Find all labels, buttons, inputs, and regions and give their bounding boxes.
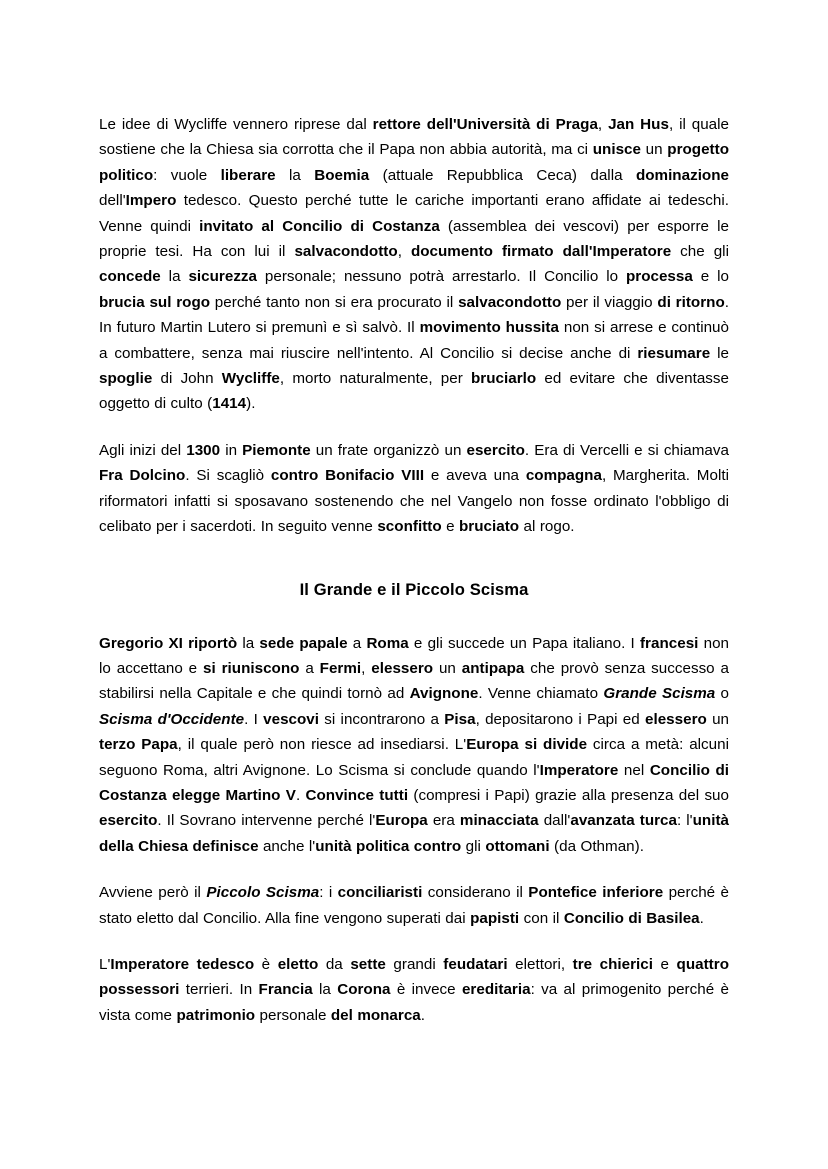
text-run: la	[275, 166, 315, 184]
text-run: . I	[244, 710, 264, 728]
bold-run: contro Bonifacio VIII	[270, 467, 425, 485]
text-run: a	[299, 659, 320, 677]
text-run: e gli succede un Papa italiano. I	[408, 634, 640, 652]
bold-run: Imperatore tedesco	[110, 955, 255, 973]
bold-run: sconfitto	[377, 518, 442, 536]
bold-run: invitato al Concilio di Costanza	[199, 217, 440, 235]
text-run: , il quale però non riesce ad insediarsi. L'	[177, 736, 467, 754]
text-run: . In futuro Martin Lutero si premunì e sì salvò. Il	[99, 293, 730, 337]
bold-run: dominazione	[635, 166, 729, 184]
bold-run: bruciato	[459, 518, 520, 536]
text-run: non si arrese e continuò a combattere, senza mai riuscire nell'intento. Al Concilio si decise anche di	[99, 319, 729, 362]
text-run: era	[427, 812, 460, 830]
bold-run: Convince tutti	[305, 786, 409, 804]
bold-run: rettore dell'Università di Praga	[372, 116, 598, 133]
text-run: dell'	[99, 192, 126, 210]
bold-run: feudatari	[443, 955, 508, 973]
bold-run: unità politica contro	[315, 837, 462, 855]
bold-run: Avignone	[409, 685, 479, 703]
bold-run: brucia sul rogo	[99, 293, 211, 311]
text-run: al rogo.	[519, 518, 575, 536]
bold-run: 1300	[186, 441, 221, 459]
text-run: un	[706, 710, 730, 728]
text-run: un	[433, 659, 462, 677]
text-run: Agli inizi del	[99, 441, 187, 459]
text-run: .	[420, 1006, 426, 1024]
text-run: si incontrarono a	[319, 710, 445, 728]
text-run: in	[220, 441, 243, 459]
bold-run: 1414	[212, 395, 247, 413]
text-run: Le idee di Wycliffe vennero riprese dal	[99, 116, 373, 133]
text-run: per il viaggio	[561, 293, 658, 311]
text-run: (compresi i Papi) grazie alla presenza del suo	[408, 786, 729, 804]
text-run: un frate organizzò un	[310, 441, 467, 459]
bold-run: antipapa	[461, 659, 525, 677]
bold-run: bruciarlo	[471, 370, 537, 388]
bold-run: terzo Papa	[99, 736, 178, 754]
bold-run: Gregorio XI riportò	[99, 634, 238, 652]
bold-run: liberare	[220, 166, 276, 184]
text-run: perché tanto non si era procurato il	[210, 293, 459, 311]
bold-run: Boemia	[314, 166, 370, 184]
text-run: , Margherita. Molti riformatori infatti si sposavano sostenendo che nel Vangelo non fosse ordinato l'obbligo di celibato per i sacerdoti. In seguito venne	[99, 467, 729, 536]
bold-run: avanzata turca	[570, 812, 677, 830]
text-run: grandi	[385, 955, 444, 973]
bold-run: quattro possessori	[99, 955, 729, 999]
bold-run: si riuniscono	[203, 659, 300, 677]
text-run: (assemblea dei vescovi) per esporre le proprie tesi. Ha con lui il	[99, 217, 729, 261]
bold-run: patrimonio	[176, 1006, 256, 1024]
text-run: da	[318, 955, 351, 973]
bold-run: francesi	[639, 634, 699, 652]
text-run: : vuole	[153, 166, 221, 184]
text-run: . Il Sovrano intervenne perché l'	[157, 812, 376, 830]
text-run: ,	[397, 243, 411, 261]
bold-run: riesumare	[637, 344, 711, 362]
bold-run: unisce	[592, 141, 641, 159]
bold-run: elessero	[371, 659, 434, 677]
bold-run: sicurezza	[188, 268, 258, 286]
text-run: considerano il	[422, 884, 529, 902]
bold-run: Europa	[375, 812, 428, 830]
text-run: : l'	[676, 812, 693, 830]
bold-run: Pontefice inferiore	[528, 884, 664, 902]
bold-run: Francia	[258, 981, 313, 999]
text-run: .	[699, 909, 704, 927]
text-run: anche l'	[258, 837, 316, 855]
bold-run: Wycliffe	[221, 370, 280, 388]
text-run: ,	[361, 659, 372, 677]
paragraph-imperatore-elezione	[99, 952, 729, 1028]
text-run: e aveva una	[424, 467, 526, 485]
text-run: è	[254, 955, 278, 973]
bold-run: Pisa	[444, 710, 476, 728]
bold-run: processa	[625, 268, 693, 286]
text-run: . Era di Vercelli e si chiamava	[524, 441, 729, 459]
bold-run: Concilio di Costanza elegge Martino V	[99, 761, 729, 804]
text-run: che provò senza successo a stabilirsi nella Capitale e che quindi tornò ad	[99, 659, 729, 703]
text-run: e	[653, 955, 677, 973]
text-run: ).	[246, 395, 256, 413]
text-run: Avviene però il	[99, 884, 207, 902]
text-run: . Si scagliò	[185, 467, 271, 485]
bold-run: ottomani	[485, 837, 550, 855]
bold-run: ereditaria	[461, 981, 531, 999]
text-run: un	[640, 141, 668, 159]
bold-run: Concilio di Basilea	[563, 909, 700, 927]
text-run: elettori,	[507, 955, 573, 973]
bold-run: documento firmato dall'Imperatore	[410, 243, 672, 261]
text-run: che gli	[671, 243, 729, 261]
text-run: .	[295, 786, 306, 804]
text-run: la	[160, 268, 189, 286]
bold-run: esercito	[99, 812, 158, 830]
bold-run: concede	[99, 268, 161, 286]
text-run: la	[237, 634, 260, 652]
text-run: a	[347, 634, 367, 652]
bold-run: Impero	[125, 192, 177, 210]
bold-run: Piemonte	[242, 441, 311, 459]
paragraph-piccolo-scisma	[99, 880, 729, 931]
page-title: Il Grande e il Piccolo Scisma	[299, 579, 529, 599]
bold-run: spoglie	[99, 370, 153, 388]
text-run: personale; nessuno potrà arrestarlo. Il Concilio lo	[257, 268, 626, 286]
bold-run: vescovi	[263, 710, 320, 728]
text-run: le	[710, 344, 729, 362]
text-run: gli	[461, 837, 486, 855]
text-run: perché è stato eletto dal Concilio. Alla fine vengono superati dai	[99, 884, 730, 927]
text-run: personale	[255, 1006, 331, 1024]
bold-run: Roma	[366, 634, 409, 652]
text-run: circa a metà: alcuni seguono Roma, altri Avignone. Lo Scisma si conclude quando l'	[99, 736, 730, 779]
bold-run: Fermi	[319, 659, 362, 677]
bold-run: compagna	[525, 467, 602, 485]
bold-run: Jan Hus	[608, 116, 669, 133]
text-run: : i	[319, 884, 338, 902]
text-run: , il quale sostiene che la Chiesa sia corrotta che il Papa non abbia autorità, ma ci	[99, 116, 730, 159]
document-body	[99, 112, 729, 1028]
bold-italic-run: Scisma d'Occidente	[99, 710, 245, 728]
paragraph-fra-dolcino	[99, 438, 729, 540]
text-run: dall'	[538, 812, 571, 830]
text-run: L'	[99, 955, 111, 973]
bold-run: movimento hussita	[419, 319, 559, 337]
text-run: . Venne chiamato	[478, 685, 604, 703]
text-run: o	[715, 685, 729, 703]
bold-run: papisti	[470, 909, 520, 927]
text-run: è invece	[390, 981, 462, 999]
paragraph-grande-scisma	[99, 631, 729, 860]
text-run: e lo	[692, 268, 729, 286]
text-run: : va al primogenito perché è vista come	[99, 981, 729, 1024]
bold-run: salvacondotto	[458, 293, 562, 311]
text-run: ,	[597, 116, 609, 133]
bold-italic-run: Grande Scisma	[603, 685, 716, 703]
text-run: , morto naturalmente, per	[279, 370, 471, 388]
bold-run: Europa si divide	[466, 736, 588, 754]
text-run: nel	[618, 761, 650, 779]
text-run: non lo accettano e	[99, 634, 730, 677]
bold-run: minacciata	[459, 812, 539, 830]
bold-run: Imperatore	[539, 761, 619, 779]
text-run: (da Othman).	[549, 837, 644, 855]
bold-run: sede papale	[259, 634, 348, 652]
bold-run: conciliaristi	[337, 884, 423, 902]
bold-run: Fra Dolcino	[99, 467, 186, 485]
text-run: tedesco. Questo perché tutte le cariche importanti erano affidate ai tedeschi. Venne quindi	[99, 192, 729, 235]
bold-run: eletto	[277, 955, 319, 973]
bold-run: sette	[350, 955, 386, 973]
bold-run: Corona	[337, 981, 391, 999]
text-run: e	[441, 518, 459, 536]
bold-run: esercito	[466, 441, 525, 459]
bold-run: salvacondotto	[294, 243, 398, 261]
text-run: , depositarono i Papi ed	[475, 710, 645, 728]
paragraph-wycliffe-hus	[99, 112, 729, 417]
bold-run: del monarca	[330, 1006, 421, 1024]
bold-run: elessero	[645, 710, 707, 728]
bold-italic-run: Piccolo Scisma	[206, 884, 320, 902]
text-run: la	[312, 981, 338, 999]
text-run: ed evitare che diventasse oggetto di culto (	[99, 370, 729, 413]
bold-run: progetto politico	[99, 141, 730, 184]
text-run: con il	[519, 909, 564, 927]
text-run: di John	[152, 370, 222, 388]
bold-run: tre chierici	[572, 955, 654, 973]
bold-run: di ritorno	[657, 293, 725, 311]
text-run: terrieri. In	[179, 981, 259, 999]
bold-run: unità della Chiesa definisce	[99, 812, 729, 855]
text-run: (attuale Repubblica Ceca) dalla	[369, 166, 636, 184]
